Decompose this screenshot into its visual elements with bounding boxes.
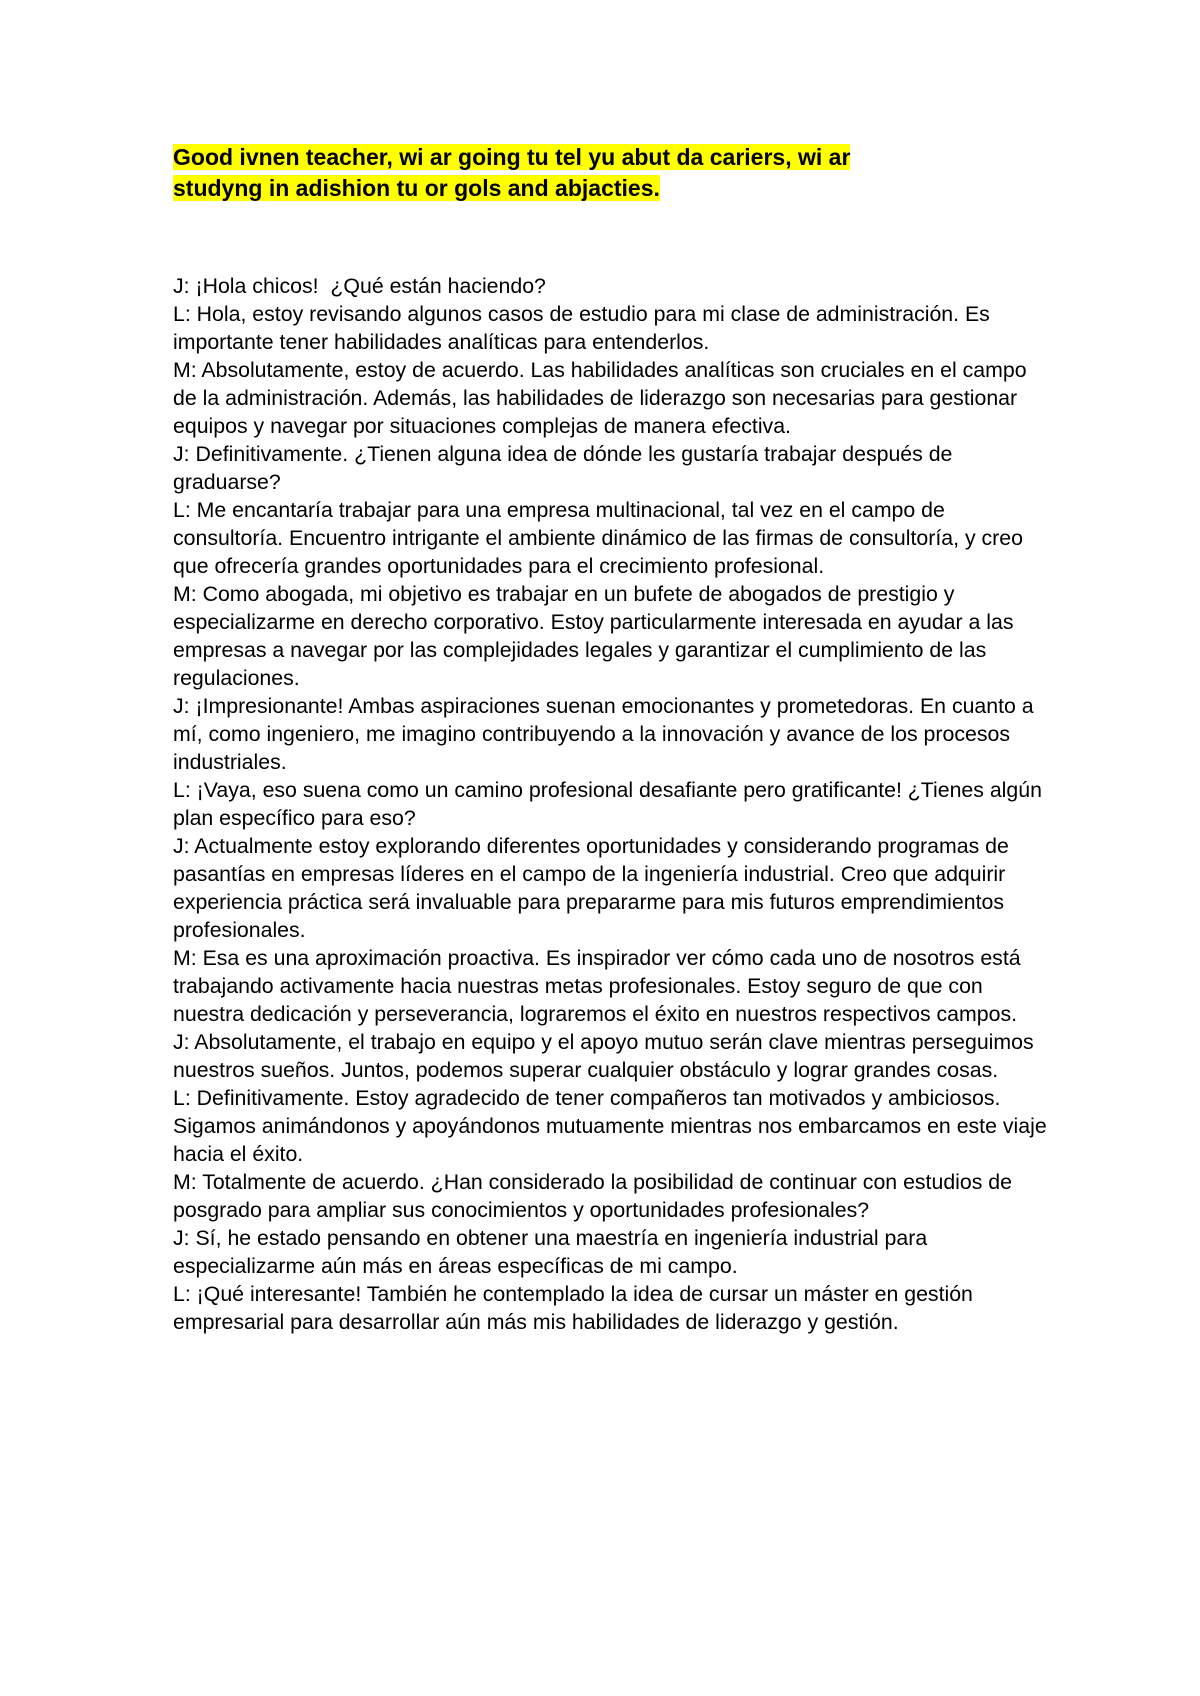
heading-line-2: studyng in adishion tu or gols and abjacties. (173, 175, 660, 201)
dialogue (173, 204, 1053, 1336)
dialogue-line: J: ¡Impresionante! Ambas aspiraciones suenan emocionantes y prometedoras. En cuanto a mí, como ingeniero, me imagino contribuyendo a la innovación y avance de los procesos industriales. (173, 694, 1040, 774)
dialogue-line: M: Absolutamente, estoy de acuerdo. Las habilidades analíticas son cruciales en el campo de la administración. Además, las habilidades de liderazgo son necesarias para gestionar equipos y navegar por situaciones complejas de manera efectiva. (173, 358, 1033, 438)
dialogue-line: J: ¡Hola chicos! ¿Qué están haciendo? (173, 274, 546, 298)
dialogue-line: L: Hola, estoy revisando algunos casos de estudio para mi clase de administración. Es importante tener habilidades analíticas para entenderlos. (173, 302, 996, 354)
dialogue-line: M: Esa es una aproximación proactiva. Es inspirador ver cómo cada uno de nosotros está trabajando activamente hacia nuestras metas profesionales. Estoy seguro de que con nuestra dedicación y perseverancia, lograremos el éxito en nuestros respectivos campos. (173, 946, 1027, 1026)
heading-line-1: Good ivnen teacher, wi ar going tu tel yu abut da cariers, wi ar (173, 144, 851, 170)
dialogue-line: L: Definitivamente. Estoy agradecido de tener compañeros tan motivados y ambiciosos. Sigamos animándonos y apoyándonos mutuamente mientras nos embarcamos en este viaje hacia el éxito. (173, 1086, 1053, 1166)
dialogue-line: L: ¡Qué interesante! También he contemplado la idea de cursar un máster en gestión empresarial para desarrollar aún más mis habilidades de liderazgo y gestión. (173, 1282, 979, 1334)
dialogue-line: J: Absolutamente, el trabajo en equipo y el apoyo mutuo serán clave mientras perseguimos nuestros sueños. Juntos, podemos superar cualquier obstáculo y lograr grandes cosas. (173, 1030, 1040, 1082)
dialogue-line: J: Actualmente estoy explorando diferentes oportunidades y considerando programas de pasantías en empresas líderes en el campo de la ingeniería industrial. Creo que adquirir experiencia práctica será invaluable para prepararme para mis futuros emprendimientos profesionales. (173, 834, 1015, 942)
dialogue-line: L: Me encantaría trabajar para una empresa multinacional, tal vez en el campo de consultoría. Encuentro intrigante el ambiente dinámico de las firmas de consultoría, y creo que ofrecería grandes oportunidades para el crecimiento profesional. (173, 498, 1029, 578)
dialogue-line: M: Como abogada, mi objetivo es trabajar en un bufete de abogados de prestigio y especializarme en derecho corporativo. Estoy particularmente interesada en ayudar a las empresas a navegar por las complejidades legales y garantizar el cumplimiento de las regulaciones. (173, 582, 1020, 690)
highlighted-heading (173, 142, 1053, 204)
document-body (173, 142, 1053, 1336)
dialogue-line: J: Sí, he estado pensando en obtener una maestría en ingeniería industrial para especializarme aún más en áreas específicas de mi campo. (173, 1226, 934, 1278)
dialogue-line: J: Definitivamente. ¿Tienen alguna idea de dónde les gustaría trabajar después de graduarse? (173, 442, 959, 494)
dialogue-line: M: Totalmente de acuerdo. ¿Han considerado la posibilidad de continuar con estudios de posgrado para ampliar sus conocimientos y oportunidades profesionales? (173, 1170, 1018, 1222)
dialogue-line: L: ¡Vaya, eso suena como un camino profesional desafiante pero gratificante! ¿Tienes algún plan específico para eso? (173, 778, 1048, 830)
